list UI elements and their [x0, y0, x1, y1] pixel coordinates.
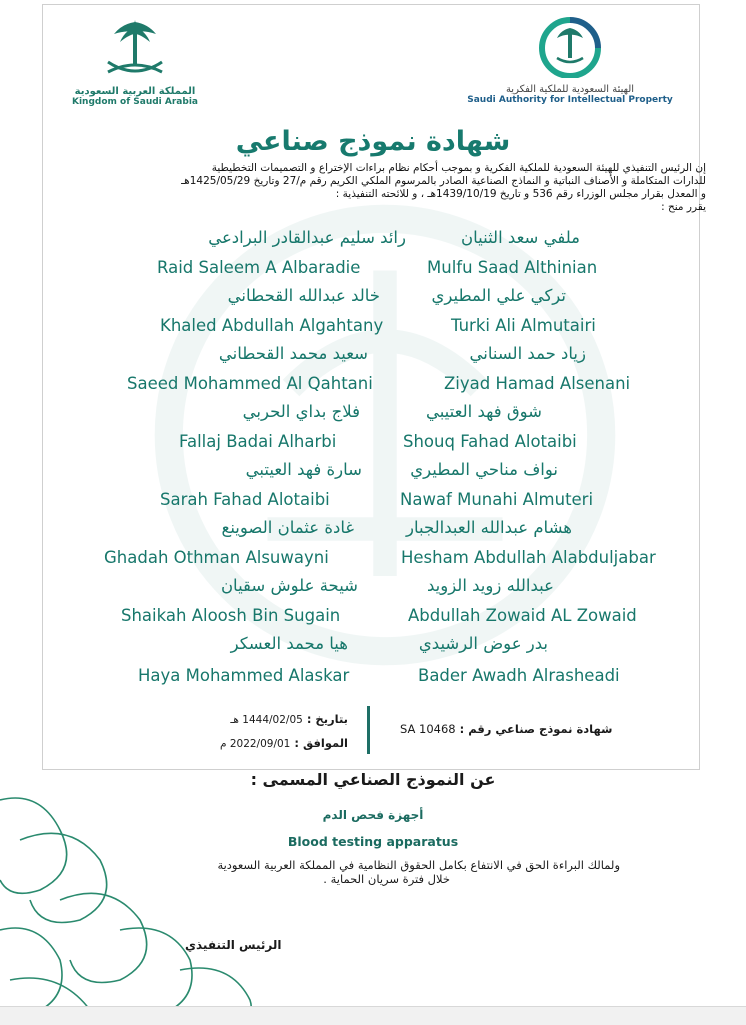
next-page-edge	[0, 1006, 746, 1025]
inventor-name-en: Hesham Abdullah Alabduljabar	[401, 548, 656, 567]
inventor-name-en: Turki Ali Almutairi	[451, 316, 596, 335]
inventor-name-ar: سارة فهد العيتبي	[245, 460, 362, 479]
rights-statement	[120, 858, 620, 886]
model-name-ar: أجهزة فحص الدم	[322, 808, 424, 822]
inventor-name-en: Shouq Fahad Alotaibi	[403, 432, 577, 451]
inventor-name-en: Sarah Fahad Alotaibi	[160, 490, 330, 509]
date-label: بتاريخ :	[306, 712, 348, 726]
inventor-name-ar: زياد حمد السناني	[469, 344, 586, 363]
inventor-name-en: Khaled Abdullah Algahtany	[160, 316, 384, 335]
certificate-number	[400, 722, 612, 736]
corresponding-label: الموافق :	[294, 736, 348, 750]
inventor-name-ar: رائد سليم عبدالقادر البرادعي	[208, 228, 406, 247]
certificate-meta	[210, 706, 630, 756]
rights-line: ولمالك البراءة الحق في الانتفاع بكامل الحقوق النظامية في المملكة العربية السعودية	[217, 858, 620, 872]
kingdom-name-ar: المملكة العربية السعودية	[74, 86, 196, 97]
preamble	[60, 162, 706, 214]
inventor-name-en: Abdullah Zowaid AL Zowaid	[408, 606, 637, 625]
inventor-name-ar: نواف مناحي المطيري	[410, 460, 558, 479]
hijri-date	[230, 712, 348, 726]
inventor-name-en: Raid Saleem A Albaradie	[157, 258, 361, 277]
inventor-name-ar: ملفي سعد الثنيان	[460, 228, 580, 247]
preamble-line: للدارات المتكاملة و الأصناف النباتية و النماذج الصناعية الصادر بالمرسوم الملكي الكريم رقم م/27 وتاريخ 1425/05/29هـ	[181, 175, 706, 187]
certificate-number-value: SA 10468	[400, 722, 456, 736]
inventor-name-en: Bader Awadh Alrasheadi	[418, 666, 620, 685]
rights-line: خلال فترة سريان الحماية .	[323, 872, 450, 886]
signer-title: الرئيس التنفيذي	[185, 938, 282, 952]
saip-name-ar: الهيئة السعودية للملكية الفكرية	[505, 84, 635, 95]
palm-swords-icon	[100, 18, 170, 80]
kingdom-logo	[60, 18, 210, 107]
inventor-name-en: Shaikah Aloosh Bin Sugain	[121, 606, 341, 625]
inventor-name-ar: هشام عبدالله العبدالجبار	[405, 518, 572, 537]
inventor-name-en: Nawaf Munahi Almuteri	[400, 490, 594, 509]
inventor-name-ar: عبدالله زويد الزويد	[426, 576, 554, 595]
inventor-name-en: Fallaj Badai Alharbi	[179, 432, 337, 451]
inventor-name-ar: بدر عوض الرشيدي	[418, 634, 548, 653]
divider	[367, 706, 370, 754]
inventor-name-en: Ziyad Hamad Alsenani	[444, 374, 631, 393]
inventor-name-en: Ghadah Othman Alsuwayni	[104, 548, 329, 567]
kingdom-name-en: Kingdom of Saudi Arabia	[72, 97, 198, 107]
saip-logo	[460, 16, 680, 105]
saip-emblem-icon	[537, 16, 603, 78]
gregorian-date	[220, 736, 348, 750]
inventor-name-en: Saeed Mohammed Al Qahtani	[127, 374, 373, 393]
inventor-name-ar: هيا محمد العسكر	[230, 634, 348, 653]
inventor-name-ar: تركي علي المطيري	[431, 286, 566, 305]
date-value: 1444/02/05 هـ	[230, 714, 303, 726]
model-name-en: Blood testing apparatus	[287, 834, 459, 849]
model-heading: عن النموذج الصناعي المسمى :	[250, 770, 496, 789]
inventor-name-ar: شوق فهد العتيبي	[425, 402, 542, 421]
preamble-line: يقرر منح :	[661, 201, 706, 213]
preamble-line: إن الرئيس التنفيذي للهيئة السعودية للملكية الفكرية و بموجب أحكام نظام براءات الإختراع و التصميمات التخطيطية	[211, 162, 706, 174]
inventor-name-ar: فلاج بداي الحربي	[242, 402, 360, 421]
certificate-number-label: شهادة نموذج صناعي رقم :	[459, 722, 613, 736]
preamble-line: و المعدل بقرار مجلس الوزراء رقم 536 و تاريخ 1439/10/19هـ ، و للائحته التنفيذية :	[335, 188, 706, 200]
certificate-title: شهادة نموذج صناعي	[235, 126, 511, 157]
inventor-name-en: Haya Mohammed Alaskar	[138, 666, 350, 685]
inventor-name-en: Mulfu Saad Althinian	[427, 258, 598, 277]
inventor-name-ar: سعيد محمد القحطاني	[218, 344, 368, 363]
corresponding-value: 2022/09/01 م	[219, 738, 291, 750]
inventor-name-ar: غادة عثمان الصوينع	[221, 518, 354, 537]
inventor-name-ar: خالد عبدالله القحطاني	[227, 286, 380, 305]
saip-name-en: Saudi Authority for Intellectual Property	[467, 95, 673, 105]
inventor-name-ar: شيحة علوش سقيان	[220, 576, 358, 595]
